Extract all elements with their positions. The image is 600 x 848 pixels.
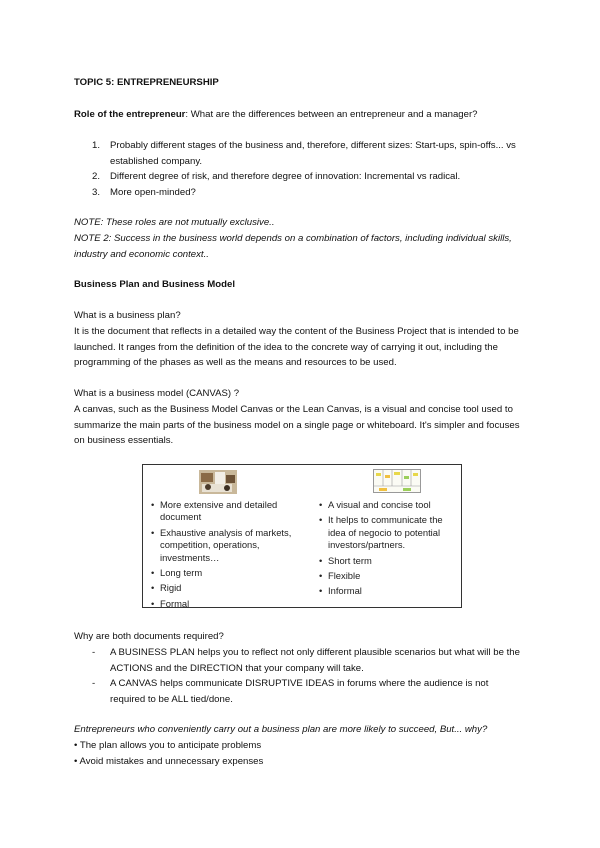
role-label: Role of the entrepreneur bbox=[74, 109, 186, 120]
role-question bbox=[74, 107, 526, 123]
closing-bullet: • Avoid mistakes and unnecessary expenses bbox=[74, 756, 264, 767]
list-item: • Rigid bbox=[151, 582, 301, 594]
why-list bbox=[74, 645, 526, 707]
comparison-figure bbox=[142, 464, 462, 608]
canvas-column bbox=[319, 499, 459, 601]
canvas-sheet-icon bbox=[373, 469, 421, 493]
list-item: • A visual and concise tool bbox=[319, 499, 459, 511]
list-item: • Long term bbox=[151, 567, 301, 579]
note-1: NOTE: These roles are not mutually exclusive.. bbox=[74, 217, 275, 228]
bm-question: What is a business model (CANVAS) ? bbox=[74, 388, 240, 399]
list-item: 2. Different degree of risk, and therefore degree of innovation: Incremental vs radical. bbox=[92, 171, 461, 183]
role-question-text: : What are the differences between an entrepreneur and a manager? bbox=[185, 109, 478, 120]
closing-statement: Entrepreneurs who conveniently carry out a business plan are more likely to succeed, But... why? bbox=[74, 724, 488, 735]
closing-bullet: • The plan allows you to anticipate problems bbox=[74, 740, 262, 751]
list-item: • It helps to communicate the idea of negocio to potential investors/partners. bbox=[319, 514, 459, 551]
bp-question: What is a business plan? bbox=[74, 310, 181, 321]
list-item: • Short term bbox=[319, 555, 459, 567]
why-question: Why are both documents required? bbox=[74, 631, 224, 642]
list-item: - A BUSINESS PLAN helps you to reflect not only different plausible scenarios but what will be the ACTIONS and the DIRECTION that your company will take. bbox=[92, 647, 520, 674]
list-item: • Formal bbox=[151, 598, 301, 610]
bp-answer: It is the document that reflects in a detailed way the content of the Business Project that is intended to be launched. It ranges from the definition of the idea to the concrete way of carrying it out, including the programming of the phases as well as the means and resources to be used. bbox=[74, 326, 519, 369]
topic-title: TOPIC 5: ENTREPRENEURSHIP bbox=[74, 77, 219, 88]
list-item: • Flexible bbox=[319, 570, 459, 582]
list-item: 1. Probably different stages of the business and, therefore, different sizes: Start-ups, spin-offs... vs established company. bbox=[92, 140, 516, 167]
role-differences-list bbox=[74, 138, 526, 200]
list-item: • More extensive and detailed document bbox=[151, 499, 301, 524]
note-2: NOTE 2: Success in the business world depends on a combination of factors, including individual skills, industry and economic context.. bbox=[74, 233, 512, 260]
list-item: - A CANVAS helps communicate DISRUPTIVE IDEAS in forums where the audience is not required to be ALL tied/done. bbox=[92, 678, 489, 705]
business-plan-photo-icon bbox=[199, 470, 237, 494]
list-item: • Exhaustive analysis of markets, competition, operations, investments… bbox=[151, 527, 301, 564]
bm-answer: A canvas, such as the Business Model Canvas or the Lean Canvas, is a visual and concise tool used to summarize the main parts of the business model on a single page or whiteboard. It's simpler and focuses on business essentials. bbox=[74, 404, 520, 447]
business-plan-column bbox=[151, 499, 301, 613]
list-item: 3. More open-minded? bbox=[92, 186, 196, 198]
list-item: • Informal bbox=[319, 585, 459, 597]
section-heading: Business Plan and Business Model bbox=[74, 279, 236, 290]
